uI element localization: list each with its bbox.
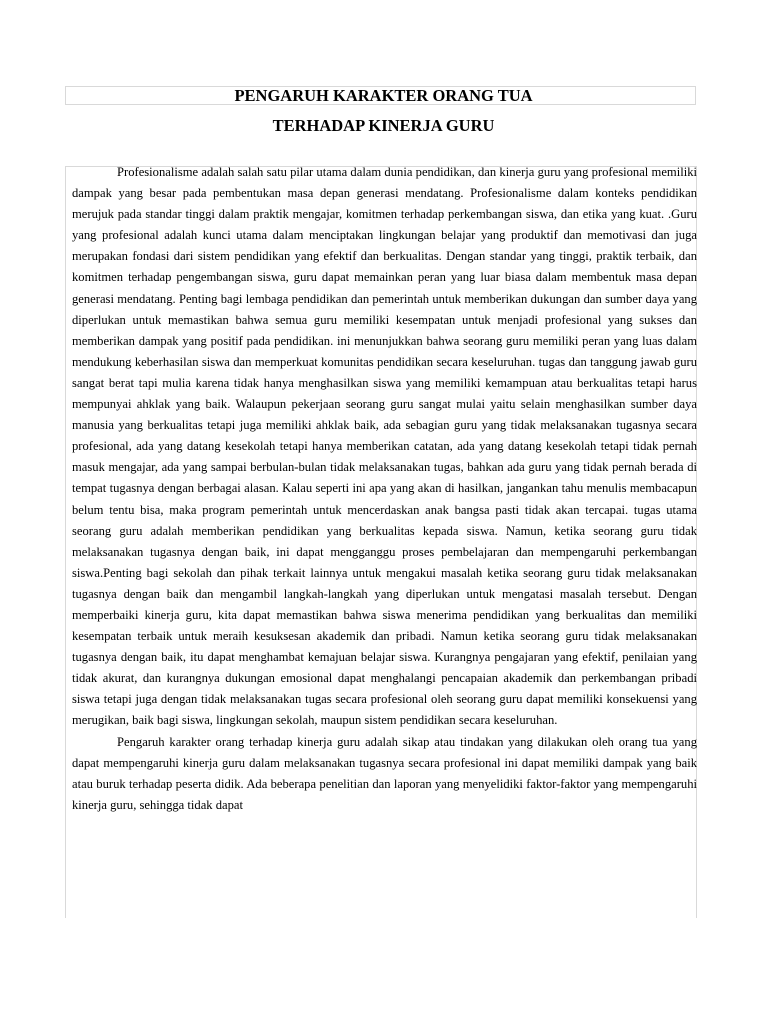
document-title-line-1: PENGARUH KARAKTER ORANG TUA [234,86,533,105]
document-title-line-2: TERHADAP KINERJA GURU [272,116,495,135]
document-body [72,162,697,816]
paragraph-1: Profesionalisme adalah salah satu pilar utama dalam dunia pendidikan, dan kinerja guru yang profesional memiliki dampak yang besar pada pembentukan masa depan generasi mendatang. Profesionalisme dalam konteks pendidikan merujuk pada standar tinggi dalam praktik mengajar, komitmen terhadap perkembangan siswa, dan etika yang kuat. .Guru yang profesional adalah kunci utama dalam menciptakan lingkungan belajar yang produktif dan memotivasi dan juga merupakan fondasi dari sistem pendidikan yang efektif dan berkualitas. Dengan standar yang tinggi, praktik terbaik, dan komitmen terhadap pengembangan siswa, guru dapat memainkan peran yang luar biasa dalam membentuk masa depan generasi mendatang. Penting bagi lembaga pendidikan dan pemerintah untuk memberikan dukungan dan sumber daya yang diperlukan untuk memastikan bahwa semua guru memiliki kesempatan untuk menjadi profesional yang sukses dan memberikan dampak yang positif pada pendidikan. ini menunjukkan bahwa seorang guru memiliki peran yang luas dalam mendukung keberhasilan siswa dan memperkuat komunitas pendidikan secara keseluruhan. tugas dan tanggung jawab guru sangat berat tapi mulia karena tidak hanya menghasilkan siswa yang memiliki kemampuan atau berkualitas tetapi harus mempunyai ahklak yang baik. Walaupun pekerjaan seorang guru sangat mulai yaitu selain menghasilkan sumber daya manusia yang berkualitas tetapi juga memiliki ahklak baik, ada sebagian guru yang tidak melaksanakan tugasnya secara profesional, ada yang datang kesekolah tetapi hanya memberikan catatan, ada yang datang kesekolah tetapi tidak pernah masuk mengajar, ada yang sampai berbulan-bulan tidak melaksanakan tugas, bahkan ada guru yang tidak pernah berada di tempat tugasnya dengan berbagai alasan. Kalau seperti ini apa yang akan di hasilkan, jangankan tahu menulis membacapun belum tentu bisa, maka program pemerintah untuk mencerdaskan anak bangsa pasti tidak akan tercapai. tugas utama seorang guru adalah memberikan pendidikan yang berkualitas kepada siswa. Namun, ketika seorang guru tidak melaksanakan tugasnya dengan baik, ini dapat mengganggu proses pembelajaran dan mempengaruhi perkembangan siswa.Penting bagi sekolah dan pihak terkait lainnya untuk mengakui masalah ketika seorang guru tidak melaksanakan tugasnya dengan baik dan mengambil langkah-langkah yang diperlukan untuk mengatasi masalah tersebut. Dengan memperbaiki kinerja guru, kita dapat memastikan bahwa siswa menerima pendidikan yang berkualitas dan memiliki kesempatan terbaik untuk meraih kesuksesan akademik dan pribadi. Namun ketika seorang guru tidak melaksanakan tugasnya dengan baik, itu dapat menghambat kemajuan belajar siswa. Kurangnya pengajaran yang efektif, penilaian yang tidak akurat, dan kurangnya dukungan emosional dapat menghalangi pencapaian akademik dan perkembangan pribadi siswa tetapi juga dengan tidak melaksanakan tugas secara profesional oleh seorang guru dapat memiliki konsekuensi yang merugikan, baik bagi siswa, lingkungan sekolah, maupun sistem pendidikan secara keseluruhan. [72,165,697,728]
paragraph-2: Pengaruh karakter orang terhadap kinerja guru adalah sikap atau tindakan yang dilakukan oleh orang tua yang dapat mempengaruhi kinerja guru dalam melaksanakan tugasnya secara profesional ini dapat memiliki dampak yang baik atau buruk terhadap peserta didik. Ada beberapa penelitian dan laporan yang menyelidiki faktor-faktor yang mempengaruhi kinerja guru, sehingga tidak dapat [72,734,697,812]
